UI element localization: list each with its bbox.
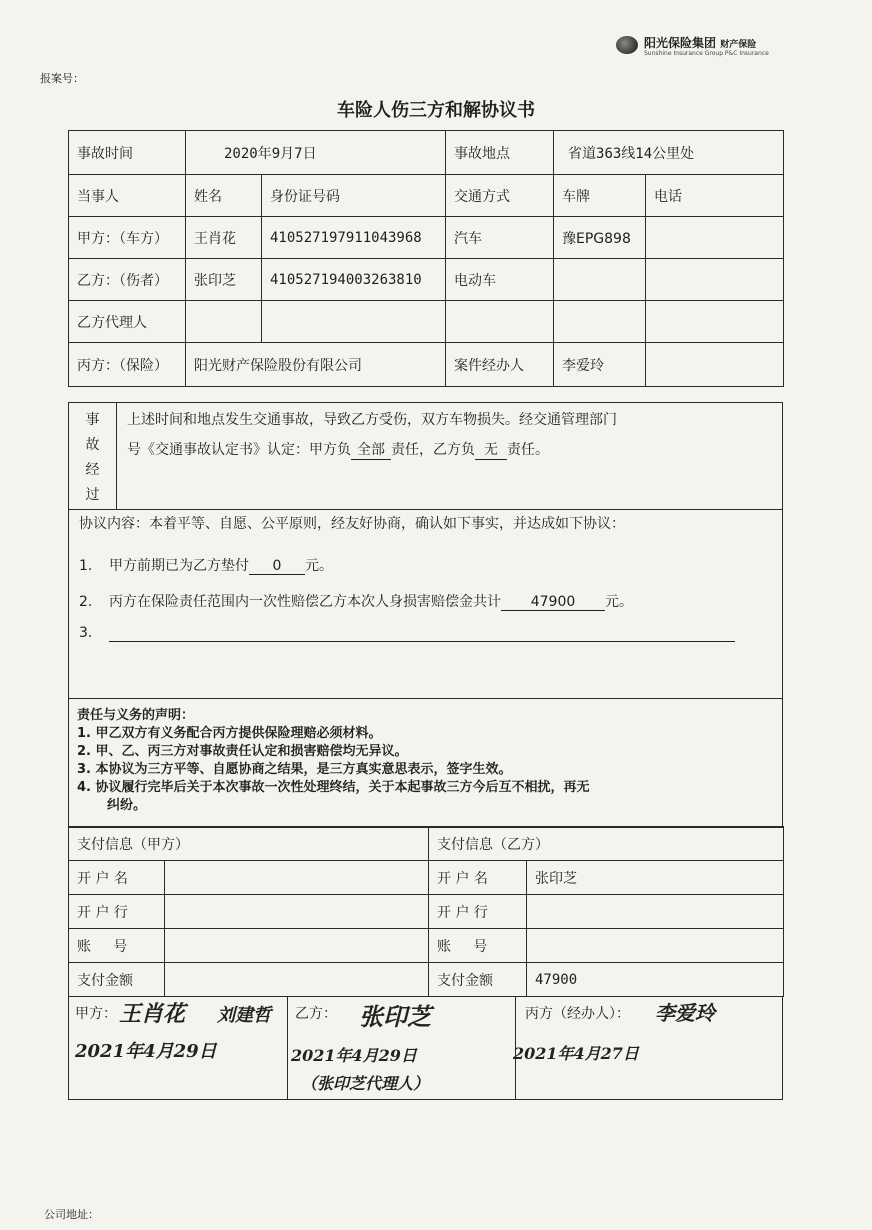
agent-id [262,301,446,343]
payment-a-account-name-label: 开 户 名 [69,861,165,895]
party-c-signature: 李爱玲 [655,1001,715,1025]
party-b-id: 410527194003263810 [262,259,446,301]
handler-label: 案件经办人 [446,343,554,387]
agent-phone [646,301,784,343]
agreement-item-3: 3. [79,625,735,642]
payment-a-account [165,929,429,963]
party-a-signature-2: 刘建哲 [217,1005,271,1026]
accident-time-label: 事故时间 [69,131,186,175]
party-a-phone [646,217,784,259]
header-party: 当事人 [69,175,186,217]
payment-a-amount [165,963,429,997]
agent-plate [554,301,646,343]
payment-b-bank-label: 开 户 行 [429,895,527,929]
logo-division: 财产保险 [720,40,757,50]
header-plate: 车牌 [554,175,646,217]
declaration-item-1: 1. 甲乙双方有义务配合丙方提供保险理赔必须材料。 [77,726,382,741]
party-b-phone [646,259,784,301]
agent-name [186,301,262,343]
party-c-company: 阳光财产保险股份有限公司 [186,343,446,387]
party-a-id: 410527197911043968 [262,217,446,259]
payment-table [68,826,784,997]
company-address-label: 公司地址： [44,1208,99,1221]
payment-a-bank [165,895,429,929]
party-c-sign-label: 丙方（经办人）： [525,1006,630,1022]
process-label: 事 故 经 过 [69,403,117,509]
accident-process-box [68,402,783,510]
report-number-label: 报案号： [40,72,84,85]
accident-time-value: 2020年9月7日 [186,131,446,175]
logo-name: 阳光保险集团 [644,36,717,50]
payment-a-amount-label: 支付金额 [69,963,165,997]
agreement-item-1: 1. 甲方前期已为乙方垫付 0 元。 [79,558,333,574]
sunshine-logo-icon [616,36,638,54]
accident-place-label: 事故地点 [446,131,554,175]
handler-extra [646,343,784,387]
payment-b-account-name: 张印芝 [527,861,784,895]
party-a-sign-label: 甲方： [75,1006,117,1022]
declaration-box [68,698,783,828]
party-b-plate [554,259,646,301]
header-transport: 交通方式 [446,175,554,217]
payment-b-account [527,929,784,963]
payment-a-account-name [165,861,429,895]
accident-place-value: 省道363线14公里处 [554,131,784,175]
process-line-2: 号《交通事故认定书》认定：甲方负 全部 责任，乙方负 无 责任。 [127,439,549,460]
header-id: 身份证号码 [262,175,446,217]
agreement-intro: 协议内容：本着平等、自愿、公平原则，经友好协商，确认如下事实，并达成如下协议： [79,516,625,532]
payment-a-title: 支付信息（甲方） [69,827,429,861]
party-c-date: 2021年4月27日 [513,1044,639,1063]
header-name: 姓名 [186,175,262,217]
party-c-label: 丙方：（保险） [69,343,186,387]
logo-subtitle: Sunshine Insurance Group P&C Insurance [644,50,769,57]
party-a-label: 甲方：（车方） [69,217,186,259]
process-line-1: 上述时间和地点发生交通事故，导致乙方受伤，双方车物损失。经交通管理部门 [127,412,617,428]
declaration-item-2: 2. 甲、乙、丙三方对事故责任认定和损害赔偿均无异议。 [77,744,408,759]
payment-b-amount: 47900 [527,963,784,997]
payment-b-account-name-label: 开 户 名 [429,861,527,895]
party-b-transport: 电动车 [446,259,554,301]
compensation-amount: 47900 [501,594,605,611]
agent-transport [446,301,554,343]
party-b-sign-label: 乙方： [295,1006,337,1022]
declaration-item-4: 4. 协议履行完毕后关于本次事故一次性处理终结，关于本起事故三方今后互不相扰，再无 [77,780,590,795]
declaration-item-3: 3. 本协议为三方平等、自愿协商之结果，是三方真实意思表示，签字生效。 [77,762,512,777]
prepaid-amount: 0 [249,558,305,575]
agent-label: 乙方代理人 [69,301,186,343]
agreement-box [68,509,783,699]
payment-b-account-label: 账 号 [429,929,527,963]
party-b-signature: 张印芝 [359,1002,431,1031]
company-logo [616,32,806,66]
document-title: 车险人伤三方和解协议书 [337,100,535,121]
party-a-name: 王肖花 [186,217,262,259]
payment-b-title: 支付信息（乙方） [429,827,784,861]
agreement-item-2: 2. 丙方在保险责任范围内一次性赔偿乙方本次人身损害赔偿金共计 47900 元。 [79,594,633,610]
party-a-transport: 汽车 [446,217,554,259]
party-a-plate: 豫EPG898 [554,217,646,259]
payment-b-amount-label: 支付金额 [429,963,527,997]
party-a-responsibility: 全部 [351,439,391,460]
payment-b-bank [527,895,784,929]
declaration-item-4-cont: 纠纷。 [107,798,147,813]
party-b-responsibility: 无 [475,439,507,460]
payment-a-account-label: 账 号 [69,929,165,963]
party-b-date: 2021年4月29日 [291,1046,417,1065]
handler-name: 李爱玲 [554,343,646,387]
parties-table [68,130,784,387]
party-a-date: 2021年4月29日 [75,1041,217,1062]
payment-a-bank-label: 开 户 行 [69,895,165,929]
party-a-signature: 王肖花 [119,1001,186,1027]
party-b-label: 乙方：（伤者） [69,259,186,301]
party-b-name: 张印芝 [186,259,262,301]
signature-box [68,996,783,1100]
declaration-title: 责任与义务的声明： [77,708,195,723]
party-b-note: （张印芝代理人） [301,1074,430,1093]
header-phone: 电话 [646,175,784,217]
